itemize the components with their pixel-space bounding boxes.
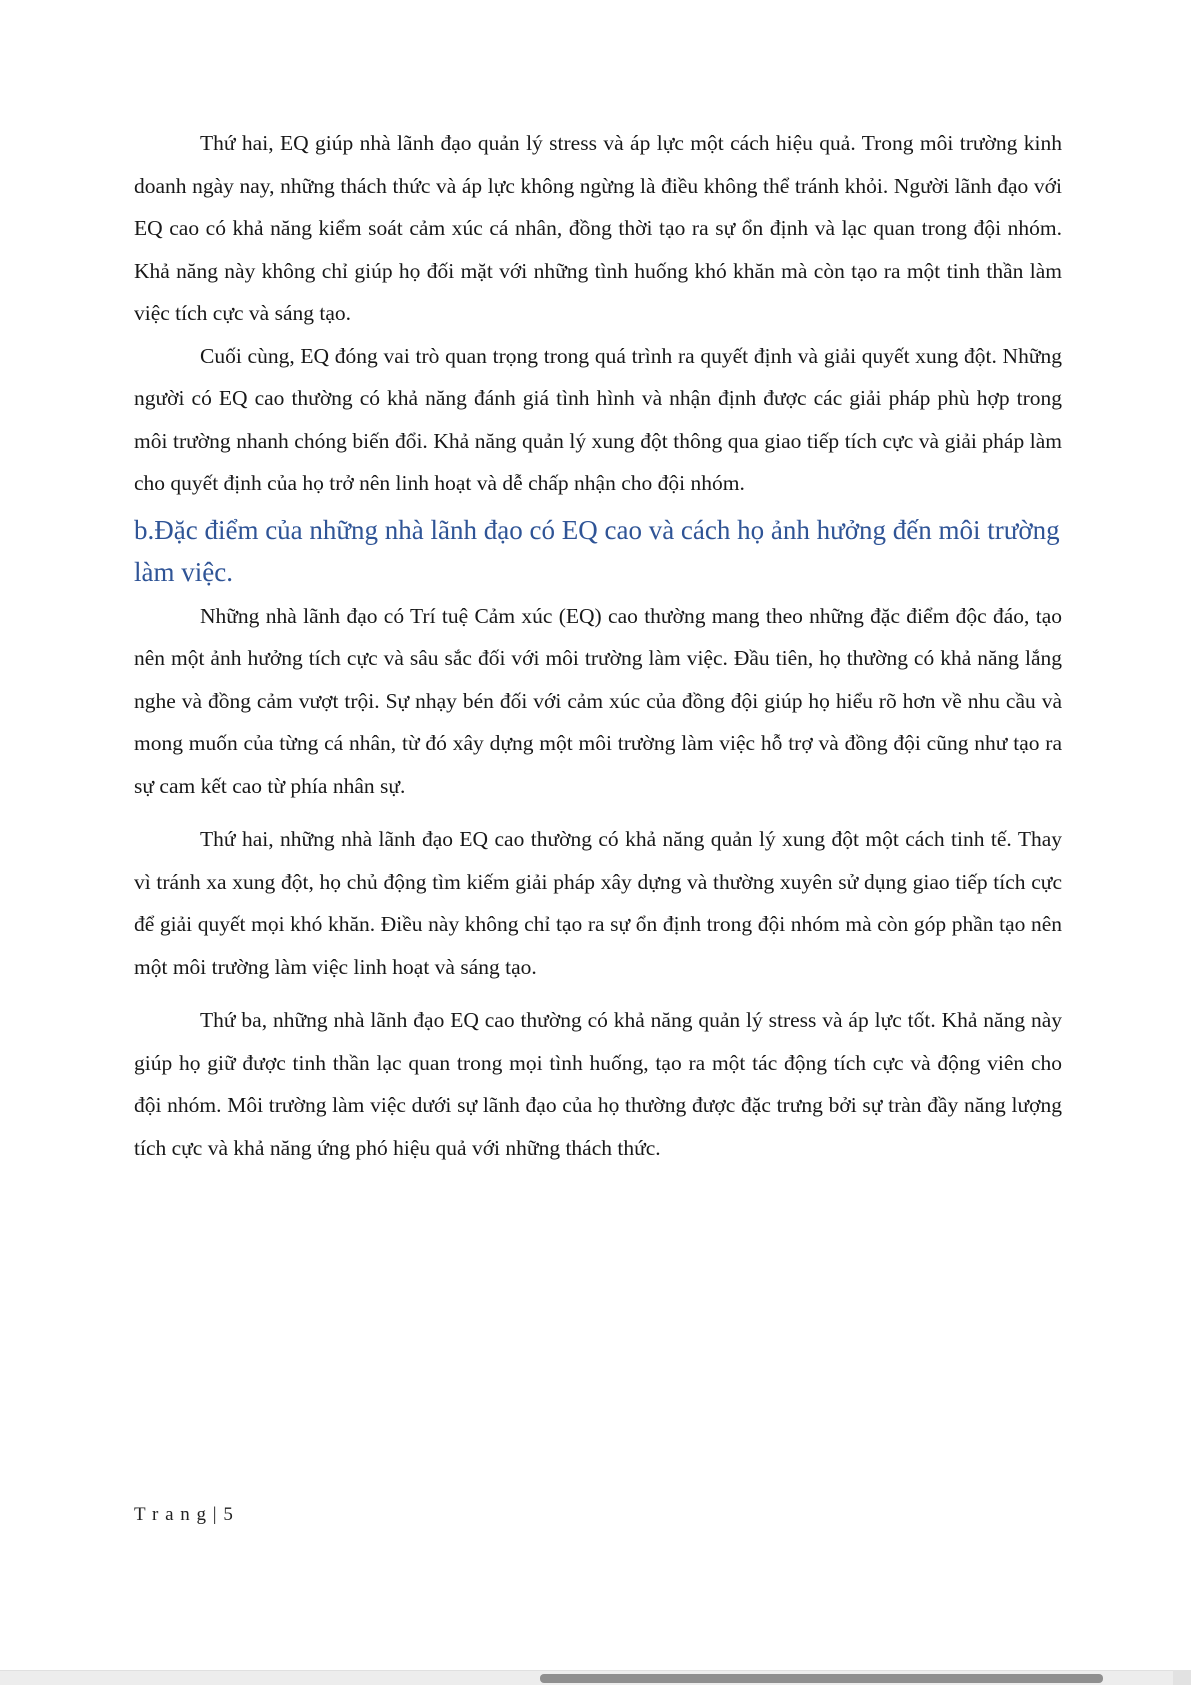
horizontal-scrollbar-thumb[interactable]: [540, 1674, 1103, 1683]
document-body: [134, 122, 1062, 1169]
body-paragraph: Thứ hai, EQ giúp nhà lãnh đạo quản lý stress và áp lực một cách hiệu quả. Trong môi trường kinh doanh ngày nay, những thách thức và áp lực không ngừng là điều không thể tránh khỏi. Người lãnh đạo với EQ cao có khả năng kiểm soát cảm xúc cá nhân, đồng thời tạo ra sự ổn định và lạc quan trong đội nhóm. Khả năng này không chỉ giúp họ đối mặt với những tình huống khó khăn mà còn tạo ra một tinh thần làm việc tích cực và sáng tạo.: [134, 131, 1062, 325]
scrollbar-corner: [1173, 1670, 1191, 1685]
body-paragraph: Những nhà lãnh đạo có Trí tuệ Cảm xúc (EQ) cao thường mang theo những đặc điểm độc đáo, tạo nên một ảnh hưởng tích cực và sâu sắc đối với môi trường làm việc. Đầu tiên, họ thường có khả năng lắng nghe và đồng cảm vượt trội. Sự nhạy bén đối với cảm xúc của đồng đội giúp họ hiểu rõ hơn về nhu cầu và mong muốn của từng cá nhân, từ đó xây dựng một môi trường làm việc hỗ trợ và đồng đội cũng như tạo ra sự cam kết cao từ phía nhân sự.: [134, 603, 1062, 798]
page-footer: T r a n g | 5: [134, 1504, 234, 1525]
body-paragraph: Cuối cùng, EQ đóng vai trò quan trọng trong quá trình ra quyết định và giải quyết xung đột. Những người có EQ cao thường có khả năng đánh giá tình hình và nhận định được các giải pháp phù hợp trong môi trường nhanh chóng biến đổi. Khả năng quản lý xung đột thông qua giao tiếp tích cực và giải pháp làm cho quyết định của họ trở nên linh hoạt và dễ chấp nhận cho đội nhóm.: [134, 343, 1062, 495]
body-paragraph: Thứ hai, những nhà lãnh đạo EQ cao thường có khả năng quản lý xung đột một cách tinh tế. Thay vì tránh xa xung đột, họ chủ động tìm kiếm giải pháp xây dựng và thường xuyên sử dụng giao tiếp tích cực để giải quyết mọi khó khăn. Điều này không chỉ tạo ra sự ổn định trong đội nhóm mà còn góp phần tạo nên một môi trường làm việc linh hoạt và sáng tạo.: [134, 827, 1062, 979]
body-paragraph: Thứ ba, những nhà lãnh đạo EQ cao thường có khả năng quản lý stress và áp lực tốt. Khả năng này giúp họ giữ được tinh thần lạc quan trong mọi tình huống, tạo ra một tác động tích cực và động viên cho đội nhóm. Môi trường làm việc dưới sự lãnh đạo của họ thường được đặc trưng bởi sự tràn đầy năng lượng tích cực và khả năng ứng phó hiệu quả với những thách thức.: [134, 1008, 1062, 1160]
horizontal-scrollbar[interactable]: [0, 1670, 1191, 1685]
section-heading: b.Đặc điểm của những nhà lãnh đạo có EQ cao và cách họ ảnh hưởng đến môi trường làm việc.: [134, 514, 1060, 587]
